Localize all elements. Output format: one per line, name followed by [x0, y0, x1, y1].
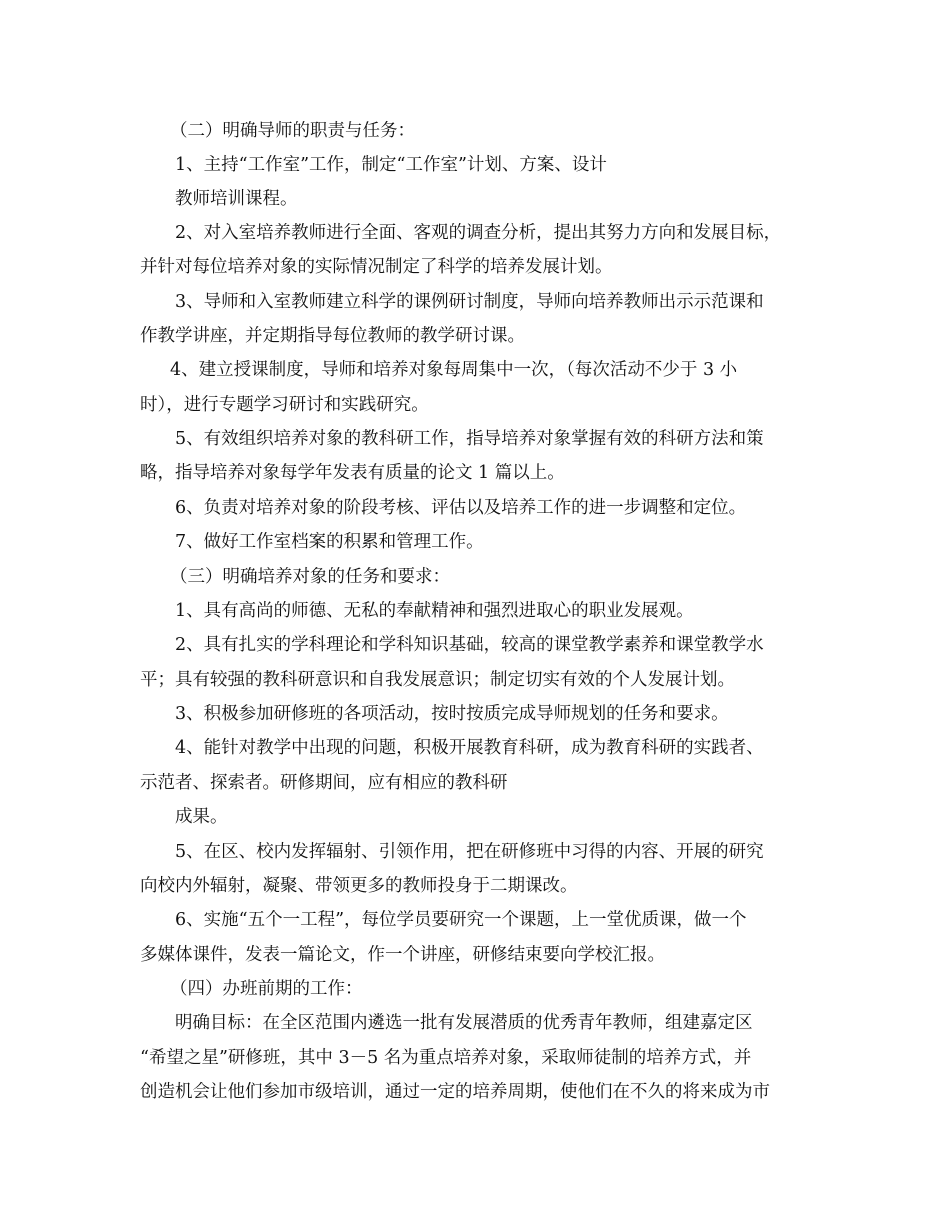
paragraph-line: “希望之星”研修班，其中 3－5 名为重点培养对象，采取师徒制的培养方式，并 [140, 1048, 752, 1068]
paragraph-line: 创造机会让他们参加市级培训，通过一定的培养周期，使他们在不久的将来成为市 [140, 1082, 770, 1102]
section-heading-3: （三）明确培养对象的任务和要求： [170, 567, 450, 587]
paragraph-line: 略，指导培养对象每学年发表有质量的论文 1 篇以上。 [140, 463, 565, 483]
paragraph-line: 6、实施“五个一工程”，每位学员要研究一个课题，上一堂优质课，做一个 [175, 910, 747, 930]
paragraph-line: 教师培训课程。 [175, 189, 298, 209]
paragraph-line: 1、具有高尚的师德、无私的奉献精神和强烈进取心的职业发展观。 [175, 601, 694, 621]
paragraph-line: 3、积极参加研修班的各项活动，按时按质完成导师规划的任务和要求。 [175, 704, 729, 724]
paragraph-line: 1、主持“工作室”工作，制定“工作室”计划、方案、设计 [175, 155, 607, 175]
paragraph-line: 2、对入室培养教师进行全面、客观的调查分析，提出其努力方向和发展目标， [175, 223, 782, 243]
paragraph-line: 作教学讲座，并定期指导每位教师的教学研讨课。 [140, 326, 525, 346]
paragraph-line: 成果。 [175, 807, 228, 827]
paragraph-line: 7、做好工作室档案的积累和管理工作。 [175, 532, 484, 552]
paragraph-line: 4、建立授课制度，导师和培养对象每周集中一次，（每次活动不少于 3 小 [170, 360, 738, 380]
paragraph-line: 4、能针对教学中出现的问题，积极开展教育科研，成为教育科研的实践者、 [175, 738, 764, 758]
paragraph-line: 平；具有较强的教科研意识和自我发展意识；制定切实有效的个人发展计划。 [140, 670, 735, 690]
section-heading-2: （二）明确导师的职责与任务： [170, 121, 415, 141]
paragraph-line: 时），进行专题学习研讨和实践研究。 [140, 395, 429, 415]
paragraph-line: 向校内外辐射，凝聚、带领更多的教师投身于二期课改。 [140, 876, 578, 896]
paragraph-line: 5、在区、校内发挥辐射、引领作用，把在研修班中习得的内容、开展的研究 [175, 842, 764, 862]
paragraph-line: 2、具有扎实的学科理论和学科知识基础，较高的课堂教学素养和课堂教学水 [175, 635, 764, 655]
paragraph-line: 并针对每位培养对象的实际情况制定了科学的培养发展计划。 [140, 257, 613, 277]
paragraph-line: 3、导师和入室教师建立科学的课例研讨制度，导师向培养教师出示示范课和 [175, 292, 764, 312]
paragraph-line: 示范者、探索者。研修期间，应有相应的教科研 [140, 773, 508, 793]
paragraph-line: 5、有效组织培养对象的教科研工作，指导培养对象掌握有效的科研方法和策 [175, 429, 764, 449]
paragraph-line: 明确目标：在全区范围内遴选一批有发展潜质的优秀青年教师，组建嘉定区 [175, 1013, 753, 1033]
paragraph-line: 6、负责对培养对象的阶段考核、评估以及培养工作的进一步调整和定位。 [175, 498, 747, 518]
paragraph-line: 多媒体课件，发表一篇论文，作一个讲座，研修结束要向学校汇报。 [140, 945, 665, 965]
section-heading-4: （四）办班前期的工作： [170, 979, 363, 999]
